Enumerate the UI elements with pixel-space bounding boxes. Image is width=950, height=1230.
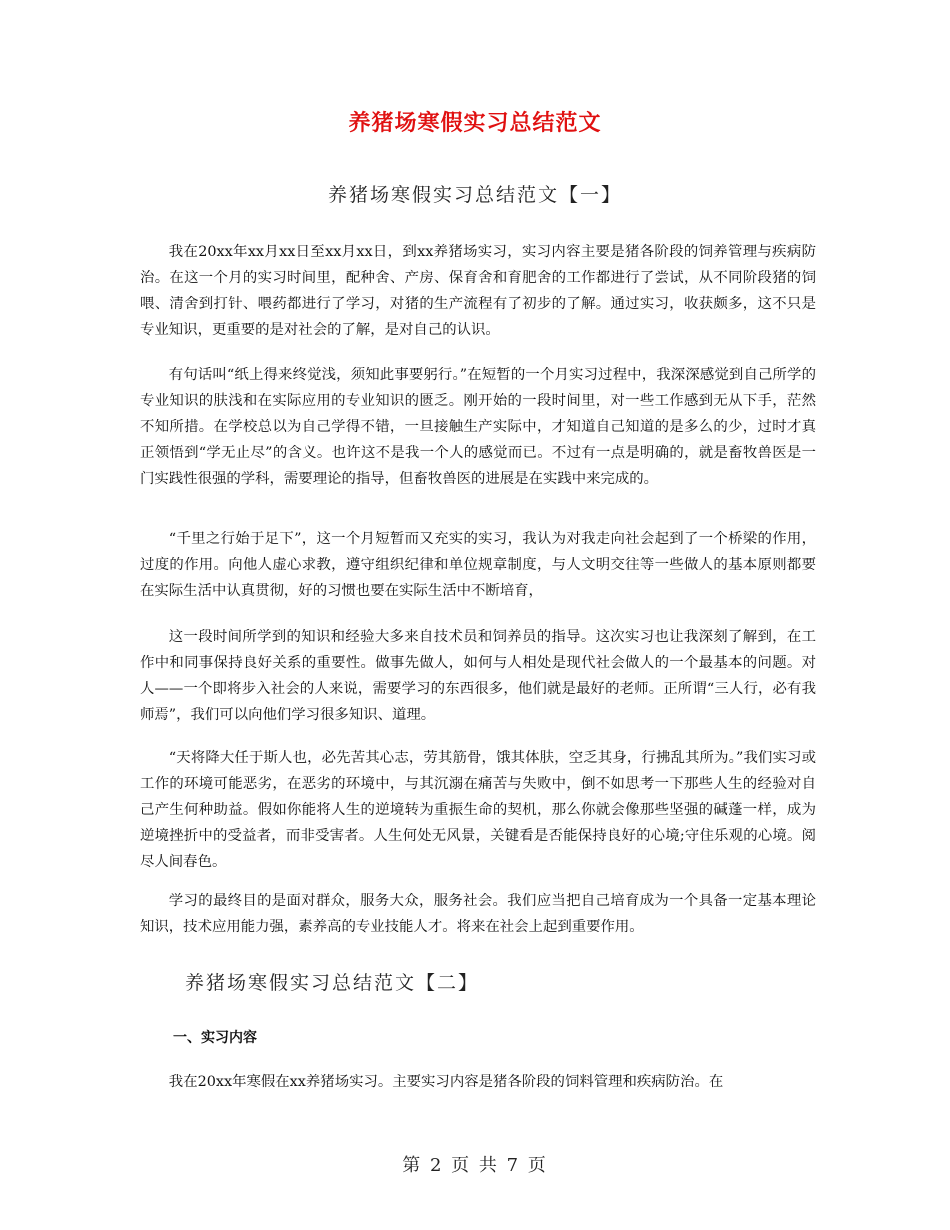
section-heading-1: 养猪场寒假实习总结范文【一】 [327,184,622,206]
paragraph-4: 这一段时间所学到的知识和经验大多来自技术员和饲养员的指导。这次实习也让我深刻了解到，在工作中和同事保持良好关系的重要性。做事先做人，如何与人相处是现代社会做人的一个最基本的问题。对人——一个即将步入社会的人来说，需要学习的东西很多，他们就是最好的老师。正所谓“三人行，必有我师焉”，我们可以向他们学习很多知识、道理。 [140,629,816,723]
document-title: 养猪场寒假实习总结范文 [348,111,602,136]
paragraph-6: 学习的最终目的是面对群众，服务大众，服务社会。我们应当把自己培育成为一个具备一定基本理论知识，技术应用能力强，素养高的专业技能人才。将来在社会上起到重要作用。 [140,893,816,935]
paragraph-2: 有句话叫“纸上得来终觉浅，须知此事要躬行。”在短暂的一个月实习过程中，我深深感觉到自己所学的专业知识的肤浅和在实际应用的专业知识的匮乏。刚开始的一段时间里，对一些工作感到无从下手，茫然不知所措。在学校总以为自己学得不错，一旦接触生产实际中，才知道自己知道的是多么的少，过时才真正领悟到“学无止尽”的含义。也许这不是我一个人的感觉而已。不过有一点是明确的，就是畜牧兽医是一门实践性很强的学科，需要理论的指导，但畜牧兽医的进展是在实践中来完成的。 [140,367,816,487]
paragraph-1: 我在20xx年xx月xx日至xx月xx日，到xx养猪场实习，实习内容主要是猪各阶段的饲养管理与疾病防治。在这一个月的实习时间里，配种舍、产房、保育舍和育肥舍的工作都进行了尝试，从不同阶段猪的饲喂、清舍到打针、喂药都进行了学习，对猪的生产流程有了初步的了解。通过实习，收获颇多，这不只是专业知识，更重要的是对社会的了解，是对自己的认识。 [140,244,816,338]
paragraph-3: “千里之行始于足下”，这一个月短暂而又充实的实习，我认为对我走向社会起到了一个桥梁的作用，过度的作用。向他人虚心求教，遵守组织纪律和单位规章制度，与人文明交往等一些做人的基本原则都要在实际生活中认真贯彻，好的习惯也要在实际生活中不断培育， [140,531,816,599]
paragraph-7: 我在20xx年寒假在xx养猪场实习。主要实习内容是猪各阶段的饲料管理和疾病防治。在 [168,1074,724,1090]
paragraph-5: “天将降大任于斯人也，必先苦其心志，劳其筋骨，饿其体肤，空乏其身，行拂乱其所为。”我们实习或工作的环境可能恶劣，在恶劣的环境中，与其沉溺在痛苦与失败中，倒不如思考一下那些人生的经验对自己产生何种助益。假如你能将人生的逆境转为重振生命的契机，那么你就会像那些坚强的碱蓬一样，成为逆境挫折中的受益者，而非受害者。人生何处无风景，关键看是否能保持良好的心境;守住乐观的心境。阅尽人间春色。 [140,750,816,870]
page-footer: 第 2 页 共 7 页 [402,1155,548,1176]
subheading-internship-content: 一、实习内容 [173,1030,257,1046]
section-heading-2: 养猪场寒假实习总结范文【二】 [185,972,480,994]
